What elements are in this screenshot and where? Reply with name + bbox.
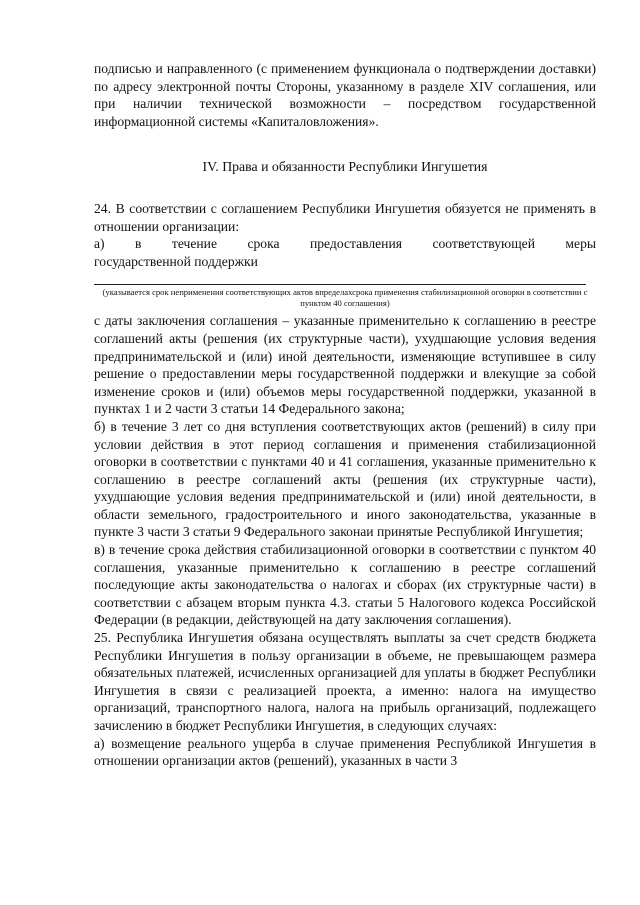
clause-24-item-a-line1: а) в течение срока предоставления соответствующей меры	[94, 236, 596, 252]
clause-24-item-b: б) в течение 3 лет со дня вступления соответствующих актов (решений) в силу при условии действия в этот период соглашения и применения стабилизационной оговорки в соответствии с пунктами 40 и 41 соглашения, указанные применительно к соглашению в реестре соглашений акты (решения (их структурные части), ухудшающие условия ведения предпринимательской и (или) иной деятельности, в области земельного, градостроительного и иного законодательства, указанные в пункте 3 части 3 статьи 9 Федерального законаи принятые Республикой Ингушетия;	[94, 418, 596, 540]
clause-24-item-a-continuation: с даты заключения соглашения – указанные применительно к соглашению в реестре соглашений акты (решения (их структурные части), ухудшающие условия ведения предпринимательской и (или) иной деятельности, изменяющие вступившее в силу решение о предоставлении меры государственной поддержки и влекущие за собой изменение сроков и (или) объемов меры государственной поддержки, указанной в пунктах 1 и 2 части 3 статьи 14 Федерального закона;	[94, 313, 596, 417]
clause-24-item-a-line2: государственной поддержки	[94, 253, 258, 269]
clause-24: 24. В соответствии с соглашением Республики Ингушетия обязуется не применять в отношении организации:	[94, 200, 596, 234]
section-heading: IV. Права и обязанности Республики Ингушетия	[202, 159, 488, 175]
clause-25-item-a: а) возмещение реального ущерба в случае применения Республикой Ингушетия в отношении организации актов (решений), указанных в части 3	[94, 735, 596, 769]
fill-in-line	[94, 284, 586, 285]
clause-25: 25. Республика Ингушетия обязана осуществлять выплаты за счет средств бюджета Республики Ингушетия в пользу организации в объеме, не превышающем размера обязательных платежей, исчисленных организацией для уплаты в бюджет Республики Ингушетия в связи с реализацией проекта, а именно: налога на имущество организаций, транспортного налога, налога на прибыль организаций, подлежащего зачислению в бюджет Республики Ингушетия, в следующих случаях:	[94, 630, 596, 733]
footnote-caption: (указывается срок неприменения соответствующих актов впределахсрока применения стабилизационной оговорки в соответствии с пунктом 40 соглашения)	[102, 287, 588, 309]
paragraph-intro: подписью и направленного (с применением функционала о подтверждении доставки) по адресу электронной почты Стороны, указанному в разделе XIV соглашения, или при наличии технической возможности – посредством государственной информационной системы «Капиталовложения».	[94, 61, 596, 129]
clause-24-item-v: в) в течение срока действия стабилизационной оговорки в соответствии с пунктом 40 соглашения, указанные применительно к соглашению в реестре соглашений последующие акты законодательства о налогах и сборах (их структурные части) в соответствии с абзацем вторым пункта 4.3. статьи 5 Налогового кодекса Российской Федерации (в редакции, действующей на дату заключения соглашения).	[94, 542, 596, 628]
